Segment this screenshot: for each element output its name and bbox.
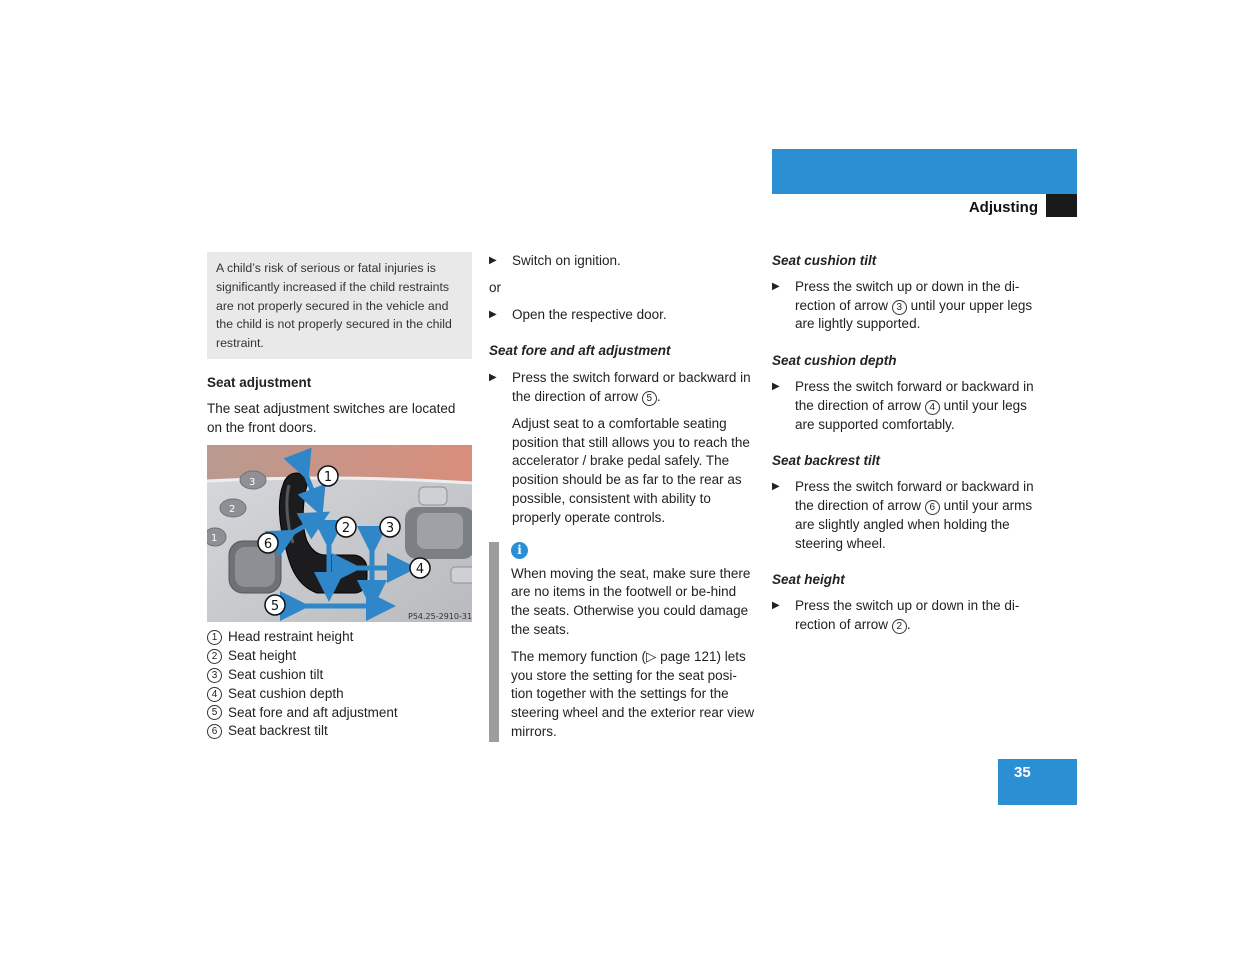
legend-number: 6 [207, 724, 222, 739]
info-text-2: The memory function (▷ page 121) lets you store the setting for the seat posi-tion together with the settings for the steering wheel and the exterior rear view mirrors. [511, 648, 755, 739]
column-middle [489, 252, 757, 742]
info-text-1: When moving the seat, make sure there are no items in the footwell or be-hind the seats. Otherwise you could damage the seats. [511, 565, 751, 637]
step-text-end: . [656, 388, 661, 404]
arrow-number: 2 [892, 619, 907, 634]
section-heading: Seat height [772, 572, 845, 588]
column-left [207, 252, 472, 741]
step-text: Press the switch up or down in the di-rection of arrow [795, 278, 1020, 313]
header-bar [772, 149, 1077, 194]
step-backrest-tilt [772, 478, 1037, 553]
warning-text: A child’s risk of serious or fatal injuries is significantly increased if the child restraints are not properly secured in the vehicle and the child is not properly secured in the child restraint. [216, 261, 452, 351]
bullet-arrow-icon: ▶ [772, 600, 780, 612]
figure-label-1: 1 [323, 470, 333, 486]
bullet-arrow-icon: ▶ [772, 380, 780, 392]
legend-text: Seat cushion depth [228, 685, 344, 701]
legend-text: Seat height [228, 648, 297, 664]
or-text: or [489, 279, 502, 295]
step-open-door [489, 306, 757, 325]
fore-aft-heading: Seat fore and aft adjustment [489, 343, 671, 359]
legend-text: Head restraint height [228, 629, 354, 645]
section-heading: Seat cushion depth [772, 353, 897, 369]
column-right [772, 252, 1037, 635]
page-number: 35 [1014, 764, 1031, 781]
page-number-box [998, 759, 1077, 805]
header-marker [1046, 194, 1077, 217]
bullet-arrow-icon: ▶ [489, 255, 497, 266]
legend-item [207, 628, 472, 647]
legend-item [207, 647, 472, 666]
step-text-end: until your legs are supported comfortably. [795, 397, 1027, 432]
step-text-end: until your arms are slightly angled when holding the steering wheel. [795, 497, 1033, 551]
step-text: Press the switch forward or backward in the direction of arrow [512, 370, 751, 404]
seat-switch-illustration [207, 445, 472, 622]
legend-number: 4 [207, 687, 222, 702]
legend-item [207, 704, 472, 723]
step-cushion-tilt [772, 278, 1037, 334]
legend-item [207, 722, 472, 741]
bullet-arrow-icon: ▶ [772, 280, 780, 292]
step-text: Open the respective door. [512, 306, 667, 322]
seat-adjustment-intro: The seat adjustment switches are located on the front doors. [207, 400, 456, 435]
figure-legend [207, 628, 472, 741]
figure-label-3: 3 [385, 521, 395, 537]
memory-button-2: 2 [229, 504, 236, 516]
step-fore-aft [489, 369, 757, 407]
info-icon: i [511, 542, 528, 559]
info-bar [489, 542, 499, 742]
section-title: Getting started [1077, 168, 1195, 186]
step-switch-ignition [489, 252, 757, 271]
legend-number: 5 [207, 705, 222, 720]
info-box [489, 542, 757, 742]
step-text: Switch on ignition. [512, 253, 621, 268]
step-seat-height [772, 597, 1037, 635]
memory-button-3: 3 [249, 477, 256, 489]
bullet-arrow-icon: ▶ [772, 481, 780, 493]
step-text-end: . [906, 616, 911, 632]
section-heading: Seat cushion tilt [772, 253, 877, 268]
legend-text: Seat backrest tilt [228, 723, 328, 739]
step-text: Press the switch up or down in the di-rection of arrow [795, 598, 1020, 632]
bullet-arrow-icon: ▶ [489, 372, 497, 384]
memory-button-1: 1 [211, 533, 218, 545]
step-text: Press the switch forward or backward in the direction of arrow [795, 378, 1034, 413]
seat-adjustment-heading: Seat adjustment [207, 374, 312, 390]
legend-number: 1 [207, 630, 222, 645]
legend-number: 3 [207, 668, 222, 683]
legend-item [207, 666, 472, 685]
legend-number: 2 [207, 649, 222, 664]
arrow-number: 4 [925, 400, 940, 415]
legend-text: Seat fore and aft adjustment [228, 704, 398, 720]
section-heading: Seat backrest tilt [772, 453, 881, 469]
step-text: Press the switch forward or backward in the direction of arrow [795, 479, 1034, 513]
fore-aft-note: Adjust seat to a comfortable seating position that still allows you to reach the accelerator / brake pedal safely. The position should be as far to the rear as possible, consistent with ability to properly operate controls. [512, 415, 750, 525]
bullet-arrow-icon: ▶ [489, 308, 497, 320]
legend-item [207, 685, 472, 704]
legend-text: Seat cushion tilt [228, 666, 324, 682]
figure-label-4: 4 [415, 562, 425, 578]
warning-box [207, 252, 472, 359]
figure-label-5: 5 [270, 599, 280, 615]
arrow-number: 3 [892, 300, 907, 315]
arrow-number: 6 [925, 500, 940, 515]
step-text-end: until your upper legs are lightly supported. [795, 297, 1033, 332]
seat-switch-figure [207, 445, 472, 622]
figure-label-2: 2 [341, 521, 351, 537]
subsection-title: Adjusting [968, 199, 1038, 216]
step-cushion-depth [772, 378, 1037, 434]
figure-code: P54.25-2910-31 [408, 612, 472, 622]
arrow-number: 5 [642, 391, 657, 406]
figure-label-6: 6 [263, 537, 273, 553]
